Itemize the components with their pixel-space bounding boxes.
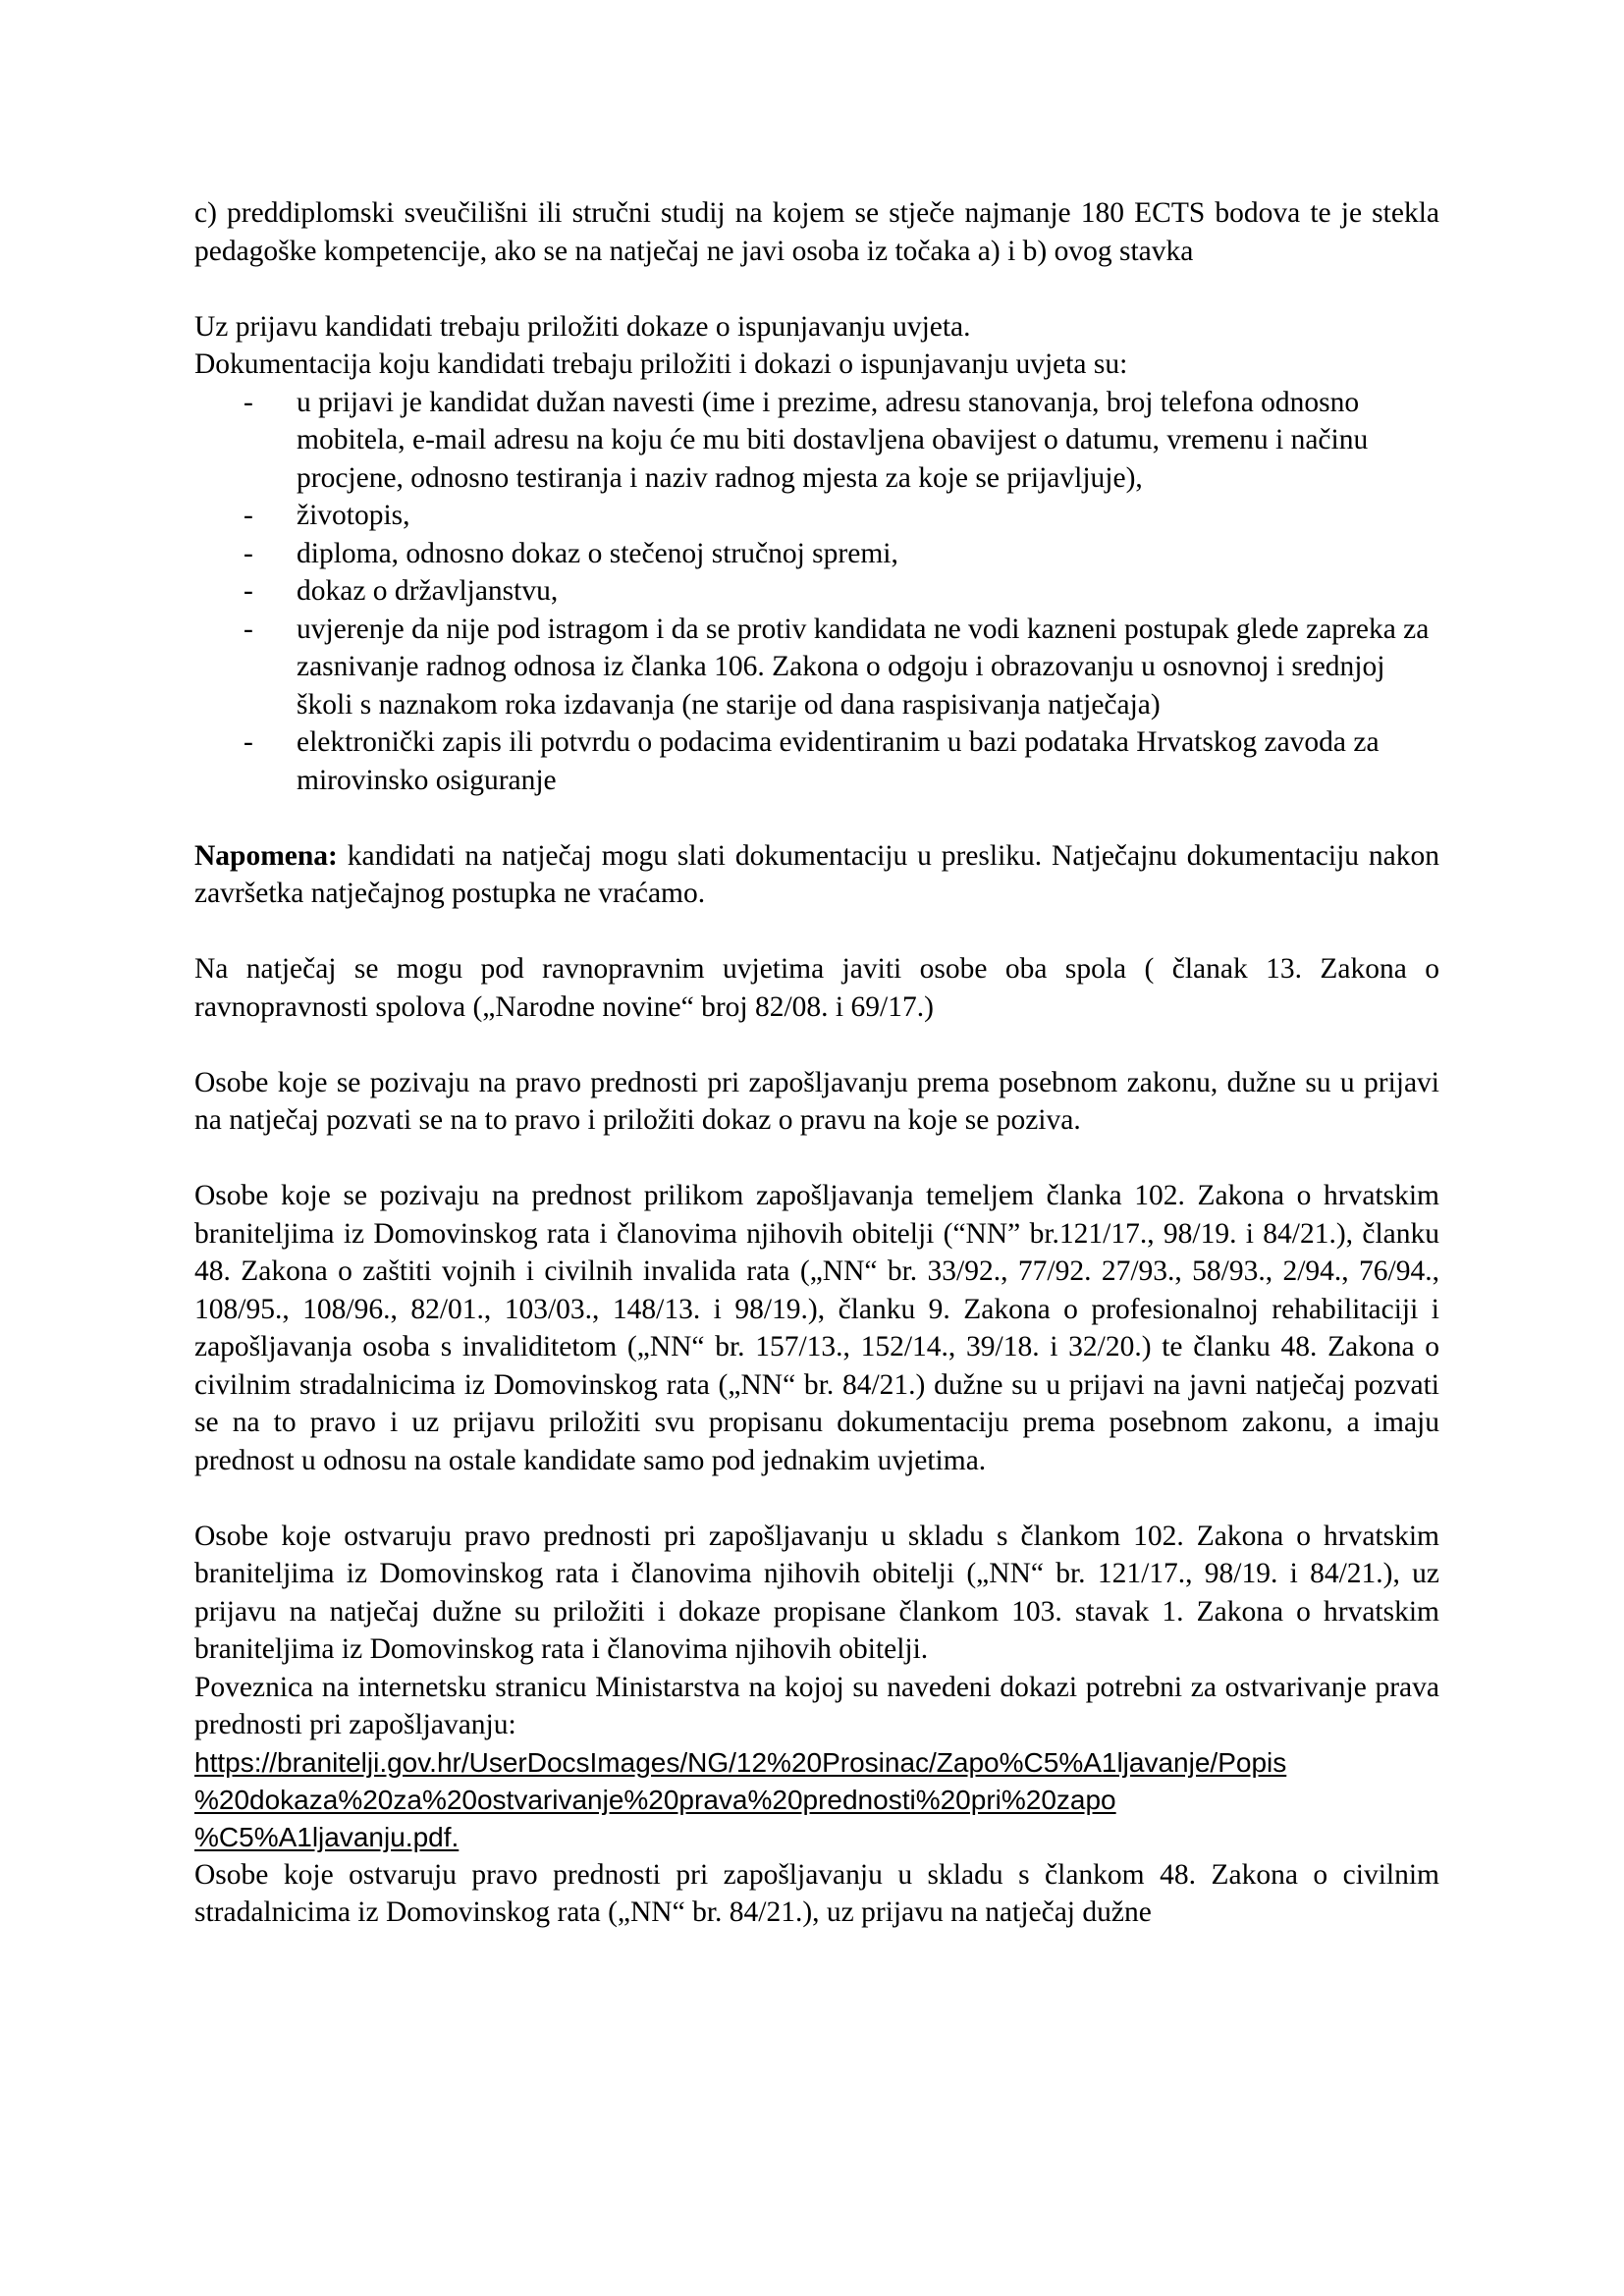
dash-bullet: -: [244, 575, 253, 607]
list-item: [194, 384, 1439, 498]
dash-bullet: -: [244, 500, 253, 531]
list-item: [194, 535, 1439, 573]
list-item-text: u prijavi je kandidat dužan navesti (ime i prezime, adresu stanovanja, broj telefona odnosno mobitela, e-mail adresu na koju će mu biti dostavljena obavijest o datumu, vremenu i načinu procjene, odnosno testiranja i naziv radnog mjesta za koje se prijavljuje),: [297, 386, 1369, 494]
article-102-paragraph: Osobe koje ostvaruju pravo prednosti pri zapošljavanju u skladu s člankom 102. Zakona o hrvatskim braniteljima iz Domovinskog rata i članovima njihovih obitelji („NN“ br. 121/17., 98/19. i 84/21.), uz prijavu na natječaj dužne su priložiti i dokaze propisane člankom 103. stavak 1. Zakona o hrvatskim braniteljima iz Domovinskog rata i članovima njihovih obitelji.: [194, 1520, 1439, 1665]
item-c-paragraph: c) preddiplomski sveučilišni ili stručni studij na kojem se stječe najmanje 180 ECTS bodova te je stekla pedagoške kompetencije, ako se na natječaj ne javi osoba iz točaka a) i b) ovog stavka: [194, 197, 1439, 267]
list-item: [194, 497, 1439, 535]
veterans-priority-paragraph: Osobe koje se pozivaju na prednost prilikom zapošljavanja temeljem članka 102. Zakona o hrvatskim braniteljima iz Domovinskog rata i članovima njihovih obitelji (“NN” br.121/17., 98/19. i 84/21.), članku 48. Zakona o zaštiti vojnih i civilnih invalida rata („NN“ br. 33/92., 77/92. 27/93., 58/93., 2/94., 76/94., 108/95., 108/96., 82/01., 103/03., 148/13. i 98/19.), članku 9. Zakona o profesionalnoj rehabilitaciji i zapošljavanja osoba s invaliditetom („NN“ br. 157/13., 152/14., 39/18. i 32/20.) te članku 48. Zakona o civilnim stradalnicima iz Domovinskog rata („NN“ br. 84/21.) dužne su u prijavi na javni natječaj pozvati se na to pravo i uz prijavu priložiti svu propisanu dokumentaciju prema posebnom zakonu, a imaju prednost u odnosu na ostale kandidate samo pod jednakim uvjetima.: [194, 1180, 1439, 1476]
documentation-intro-line: Dokumentacija koju kandidati trebaju priložiti i dokazi o ispunjavanju uvjeta su:: [194, 348, 1128, 380]
list-item-text: elektronički zapis ili potvrdu o podacima evidentiranim u bazi podataka Hrvatskog zavoda za mirovinsko osiguranje: [297, 726, 1380, 796]
dash-bullet: -: [244, 386, 253, 418]
documents-list: [194, 384, 1439, 800]
list-item-text: diploma, odnosno dokaz o stečenoj stručnoj spremi,: [297, 537, 898, 569]
list-item: [194, 723, 1439, 799]
list-item: [194, 572, 1439, 611]
note-label: Napomena:: [194, 839, 338, 872]
article-48-paragraph: Osobe koje ostvaruju pravo prednosti pri zapošljavanju u skladu s člankom 48. Zakona o civilnim stradalnicima iz Domovinskog rata („NN“ br. 84/21.), uz prijavu na natječaj dužne: [194, 1858, 1439, 1928]
dash-bullet: -: [244, 613, 253, 645]
list-item: [194, 611, 1439, 724]
link-line: %20dokaza%20za%20ostvarivanje%20prava%20prednosti%20pri%20zapo: [194, 1784, 1116, 1815]
gender-equality-paragraph: Na natječaj se mogu pod ravnopravnim uvjetima javiti osobe oba spola ( članak 13. Zakona o ravnopravnosti spolova („Narodne novine“ broj 82/08. i 69/17.): [194, 953, 1439, 1023]
ministry-evidence-link[interactable]: [194, 1744, 1439, 1856]
list-item-text: životopis,: [297, 500, 410, 531]
link-line: https://branitelji.gov.hr/UserDocsImages/NG/12%20Prosinac/Zapo%C5%A1ljavanje/Popis: [194, 1746, 1287, 1778]
ministry-link-intro: Poveznica na internetsku stranicu Ministarstva na kojoj su navedeni dokazi potrebni za ostvarivanje prava prednosti pri zapošljavanju:: [194, 1671, 1439, 1740]
priority-right-paragraph: Osobe koje se pozivaju na pravo prednosti pri zapošljavanju prema posebnom zakonu, dužne su u prijavi na natječaj pozvati se na to pravo i priložiti dokaz o pravu na koje se poziva.: [194, 1066, 1439, 1136]
note-text: kandidati na natječaj mogu slati dokumentaciju u presliku. Natječajnu dokumentaciju nakon završetka natječajnog postupka ne vraćamo.: [194, 839, 1439, 909]
link-line: %C5%A1ljavanju.pdf.: [194, 1821, 460, 1852]
dash-bullet: -: [244, 537, 253, 569]
dash-bullet: -: [244, 726, 253, 758]
attach-evidence-line: Uz prijavu kandidati trebaju priložiti dokaze o ispunjavanju uvjeta.: [194, 310, 971, 343]
document-page: [194, 194, 1439, 1932]
note-paragraph: [194, 837, 1439, 913]
list-item-text: uvjerenje da nije pod istragom i da se protiv kandidata ne vodi kazneni postupak glede zapreka za zasnivanje radnog odnosa iz članka 106. Zakona o odgoju i obrazovanju u osnovnoj i srednjoj školi s naznakom roka izdavanja (ne starije od dana raspisivanja natječaja): [297, 613, 1430, 721]
list-item-text: dokaz o državljanstvu,: [297, 575, 559, 607]
